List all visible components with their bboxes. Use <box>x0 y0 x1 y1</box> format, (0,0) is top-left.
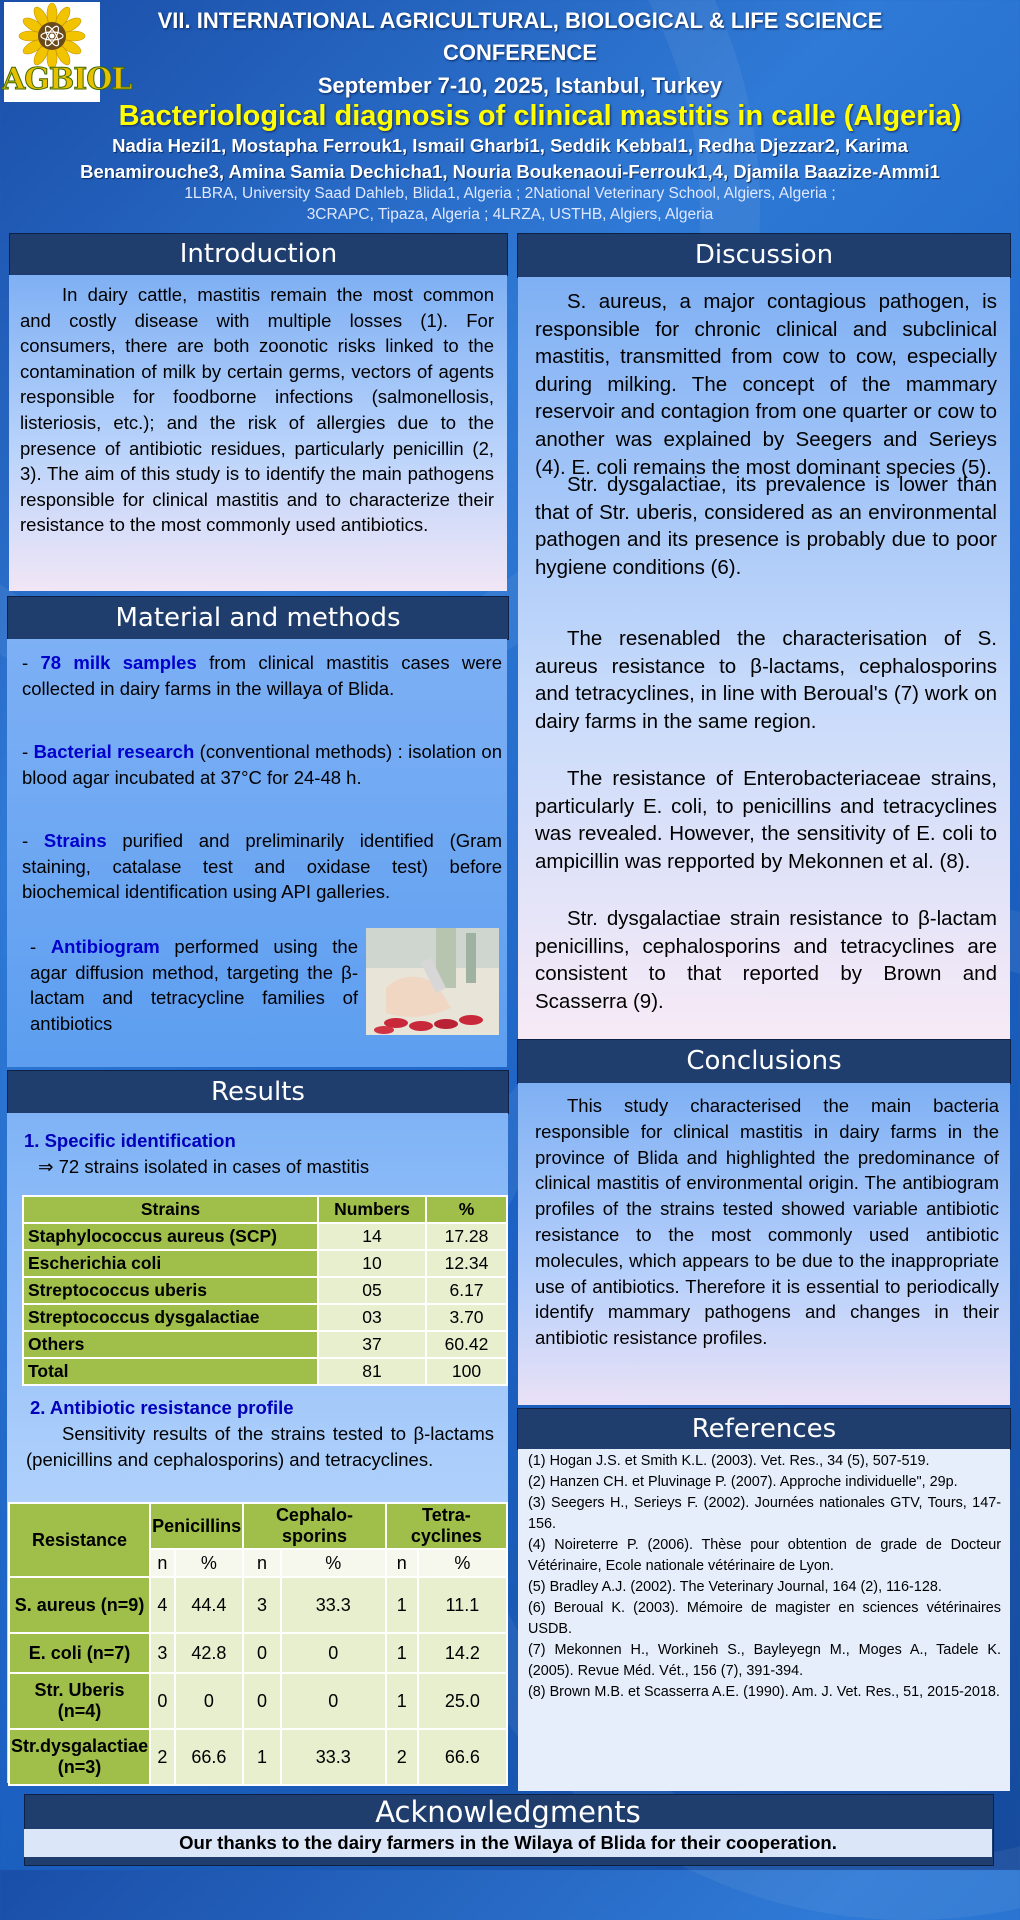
reference-item: (6) Beroual K. (2003). Mémoire de magister en sciences vétérinaires USDB. <box>528 1600 1001 1637</box>
introduction-text: In dairy cattle, mastitis remain the most common and costly disease with multiple losses (1). For consumers, there are both zoonotic risks linked to the contamination of milk by certain germs, vectors of agents responsible for foodborne infections (salmonellosis, listeriosis, etc.); and the risk of allergies due to the presence of antibiotic residues, particularly penicillin (2, 3). The aim of this study is to identify the main pathogens responsible for clinical mastitis and to characterize their resistance to the most commonly used antibiotics. <box>20 284 494 536</box>
cell: 0 <box>175 1673 243 1729</box>
strain-name: Staphylococcus aureus (SCP) <box>23 1223 318 1250</box>
results-subheading-1: 1. Specific identification <box>24 1130 236 1151</box>
methods-item-antibiogram <box>30 934 358 1036</box>
table-row <box>23 1223 507 1250</box>
references-heading: References <box>517 1408 1011 1450</box>
discussion-heading: Discussion <box>517 233 1011 278</box>
bullet: - <box>22 741 34 762</box>
row-label: E. coli (n=7) <box>9 1633 150 1673</box>
row-label: S. aureus (n=9) <box>9 1577 150 1633</box>
authors <box>10 133 1010 185</box>
cell: 66.6 <box>418 1729 507 1785</box>
cell: 25.0 <box>418 1673 507 1729</box>
methods-heading: Material and methods <box>7 596 509 640</box>
cell: 2 <box>386 1729 418 1785</box>
col-header-tetracyclines: Tetra-cyclines <box>386 1503 507 1549</box>
conference-line-3: September 7-10, 2025, Istanbul, Turkey <box>317 73 723 98</box>
strain-name: Streptococcus uberis <box>23 1277 318 1304</box>
acknowledgments-text: Our thanks to the dairy farmers in the Wilaya of Blida for their cooperation. <box>24 1829 992 1857</box>
strains-table <box>22 1195 508 1386</box>
logo-text: AGBIOL <box>2 62 132 97</box>
cell: 0 <box>281 1633 386 1673</box>
table-row <box>9 1633 507 1673</box>
strain-name: Escherichia coli <box>23 1250 318 1277</box>
lab-photo <box>366 928 499 1035</box>
strain-percent: 100 <box>426 1358 507 1385</box>
methods-highlight: 78 milk samples <box>40 652 197 673</box>
table-row <box>9 1577 507 1633</box>
strain-percent: 17.28 <box>426 1223 507 1250</box>
conference-line-2: CONFERENCE <box>442 40 597 65</box>
resistance-table <box>8 1502 508 1786</box>
strain-name: Streptococcus dysgalactiae <box>23 1304 318 1331</box>
strain-number: 14 <box>318 1223 426 1250</box>
reference-item: (3) Seegers H., Serieys F. (2002). Journées nationales GTV, Tours, 147-156. <box>528 1495 1001 1532</box>
methods-item-strains <box>22 828 502 905</box>
cell: 0 <box>243 1673 281 1729</box>
sub-header: n <box>386 1549 418 1577</box>
authors-line-1: Nadia Hezil1, Mostapha Ferrouk1, Ismail Gharbi1, Seddik Kebbal1, Redha Djezzar2, Karima <box>112 135 908 156</box>
acknowledgments-heading: Acknowledgments <box>375 1795 641 1829</box>
cell: 66.6 <box>175 1729 243 1785</box>
row-label: Str.dysgalactiae (n=3) <box>9 1729 150 1785</box>
methods-text: purified and preliminarily identified (Gram staining, catalase test and oxidase test) before biochemical identification using API galleries. <box>22 830 502 903</box>
introduction-heading: Introduction <box>9 233 508 276</box>
strain-number: 10 <box>318 1250 426 1277</box>
cell: 33.3 <box>281 1729 386 1785</box>
methods-highlight: Strains <box>43 830 107 851</box>
cell: 44.4 <box>175 1577 243 1633</box>
sub-header: % <box>281 1549 386 1577</box>
affiliations-line-1: 1LBRA, University Saad Dahleb, Blida1, Algeria ; 2National Veterinary School, Algiers, Algeria ; <box>184 185 836 202</box>
cell: 42.8 <box>175 1633 243 1673</box>
strain-percent: 12.34 <box>426 1250 507 1277</box>
reference-item: (5) Bradley A.J. (2002). The Veterinary Journal, 164 (2), 116-128. <box>528 1579 942 1595</box>
methods-highlight: Antibiogram <box>50 936 160 957</box>
results-heading: Results <box>7 1070 509 1114</box>
results-subheading-2: 2. Antibiotic resistance profile <box>30 1397 294 1418</box>
methods-item-samples <box>22 650 502 701</box>
cell: 1 <box>386 1673 418 1729</box>
col-header-numbers: Numbers <box>318 1196 426 1223</box>
cell: 1 <box>386 1577 418 1633</box>
conclusions-text: This study characterised the main bacteria responsible for clinical mastitis in dairy farms in the province of Blida and highlighted the predominance of clinical mastitis of environmental origin. The antibiogram profiles of the strains tested showed variable antibiotic resistance to the most commonly used antibiotic molecules, which appears to be due to the inappropriate use of antibiotics. Therefore it is essential to periodically identify mammary pathogens and changes in their antibiotic resistance profiles. <box>535 1095 999 1349</box>
conference-line-1: VII. INTERNATIONAL AGRICULTURAL, BIOLOGICAL & LIFE SCIENCE <box>157 8 883 33</box>
table-row-total <box>23 1358 507 1385</box>
table-row <box>9 1673 507 1729</box>
strain-number: 03 <box>318 1304 426 1331</box>
cell: 0 <box>281 1673 386 1729</box>
methods-item-bacterial-research <box>22 739 502 790</box>
results-sensitivity-text: Sensitivity results of the strains tested to β-lactams (penicillins and cephalosporins) and tetracyclines. <box>26 1423 494 1470</box>
discussion-paragraph: S. aureus, a major contagious pathogen, is responsible for chronic clinical and subclinical mastitis, transmitted from cow to cow, especially during milking. The concept of the mammary reservoir and contagion from one quarter or cow to another was explained by Seegers and Serieys (4). E. coli remains the most dominant species (5). <box>535 290 997 479</box>
strain-number: 37 <box>318 1331 426 1358</box>
col-header-penicillins: Penicillins <box>150 1503 243 1549</box>
sub-header: % <box>175 1549 243 1577</box>
col-header-strains: Strains <box>23 1196 318 1223</box>
results-strains-count: ⇒ 72 strains isolated in cases of mastitis <box>38 1156 370 1177</box>
authors-line-2: Benamirouche3, Amina Samia Dechicha1, Nouria Boukenaoui-Ferrouk1,4, Djamila Baazize-Ammi1 <box>80 161 940 182</box>
sub-header: n <box>150 1549 175 1577</box>
strain-number: 81 <box>318 1358 426 1385</box>
cell: 1 <box>243 1729 281 1785</box>
table-row <box>23 1304 507 1331</box>
cell: 4 <box>150 1577 175 1633</box>
bullet: - <box>22 652 41 673</box>
methods-highlight: Bacterial research <box>33 741 195 762</box>
cell: 0 <box>243 1633 281 1673</box>
discussion-paragraph: The resenabled the characterisation of S. aureus resistance to β-lactams, cephalosporins and tetracyclines, in line with Beroual's (7) work on dairy farms in the same region. <box>535 627 997 733</box>
reference-item: (4) Noireterre P. (2006). Thèse pour obtention de grade de Docteur Vétérinaire, Ecole nationale vétérinaire de Lyon. <box>528 1537 1001 1574</box>
cell: 3 <box>243 1577 281 1633</box>
bullet: - <box>30 936 51 957</box>
affiliations-line-2: 3CRAPC, Tipaza, Algeria ; 4LRZA, USTHB, Algiers, Algeria <box>306 206 714 223</box>
cell: 33.3 <box>281 1577 386 1633</box>
reference-item: (8) Brown M.B. et Scasserra A.E. (1990). Am. J. Vet. Res., 51, 2015-2018. <box>528 1684 1000 1700</box>
reference-item: (2) Hanzen CH. et Pluvinage P. (2007). Approche individuelle", 29p. <box>528 1474 958 1490</box>
references-list <box>528 1451 1001 1703</box>
strain-percent: 3.70 <box>426 1304 507 1331</box>
cell: 14.2 <box>418 1633 507 1673</box>
reference-item: (7) Mekonnen H., Workineh S., Bayleyegn M., Moges A., Tadele K. (2005). Revue Méd. Vét., 156 (7), 391-394. <box>528 1642 1001 1679</box>
discussion-paragraph: The resistance of Enterobacteriaceae strains, particularly E. coli, to penicillins and tetracyclines was revealed. However, the sensitivity of E. coli to ampicillin was repported by Mekonnen et al. (8). <box>535 767 997 873</box>
cell: 0 <box>150 1673 175 1729</box>
table-row <box>23 1250 507 1277</box>
reference-item: (1) Hogan J.S. et Smith K.L. (2003). Vet. Res., 34 (5), 507-519. <box>528 1453 930 1469</box>
col-header-cephalosporins: Cephalo-sporins <box>243 1503 386 1549</box>
col-header-percent: % <box>426 1196 507 1223</box>
strain-number: 05 <box>318 1277 426 1304</box>
sub-header: n <box>243 1549 281 1577</box>
methods-text: from clinical mastitis cases were collected in dairy farms in the willaya of Blida. <box>22 652 502 699</box>
row-label: Str. Uberis (n=4) <box>9 1673 150 1729</box>
discussion-paragraph: Str. dysgalactiae, its prevalence is lower than that of Str. uberis, considered as an environmental pathogen and its presence is probably due to poor hygiene conditions (6). <box>535 473 997 579</box>
cell: 1 <box>386 1633 418 1673</box>
table-header-row <box>23 1196 507 1223</box>
cell: 2 <box>150 1729 175 1785</box>
strain-name: Total <box>23 1358 318 1385</box>
table-row <box>9 1729 507 1785</box>
table-row <box>23 1277 507 1304</box>
affiliations <box>10 183 1010 225</box>
conclusions-heading: Conclusions <box>517 1039 1011 1084</box>
table-header-row <box>9 1503 507 1549</box>
col-header-resistance: Resistance <box>9 1503 150 1577</box>
discussion-paragraph: Str. dysgalactiae strain resistance to β-lactam penicillins, cephalosporins and tetracyclines are consistent to that reported by Brown and Scasserra (9). <box>535 907 997 1013</box>
poster-title: Bacteriological diagnosis of clinical mastitis in calle (Algeria) <box>118 100 962 132</box>
methods-text: (conventional methods) : isolation on blood agar incubated at 37°C for 24-48 h. <box>22 741 502 788</box>
bullet: - <box>22 830 44 851</box>
cell: 3 <box>150 1633 175 1673</box>
strain-percent: 60.42 <box>426 1331 507 1358</box>
methods-text: performed using the agar diffusion method, targeting the β-lactam and tetracycline families of antibiotics <box>30 936 358 1034</box>
table-row <box>23 1331 507 1358</box>
sub-header: % <box>418 1549 507 1577</box>
cell: 11.1 <box>418 1577 507 1633</box>
strain-percent: 6.17 <box>426 1277 507 1304</box>
strain-name: Others <box>23 1331 318 1358</box>
